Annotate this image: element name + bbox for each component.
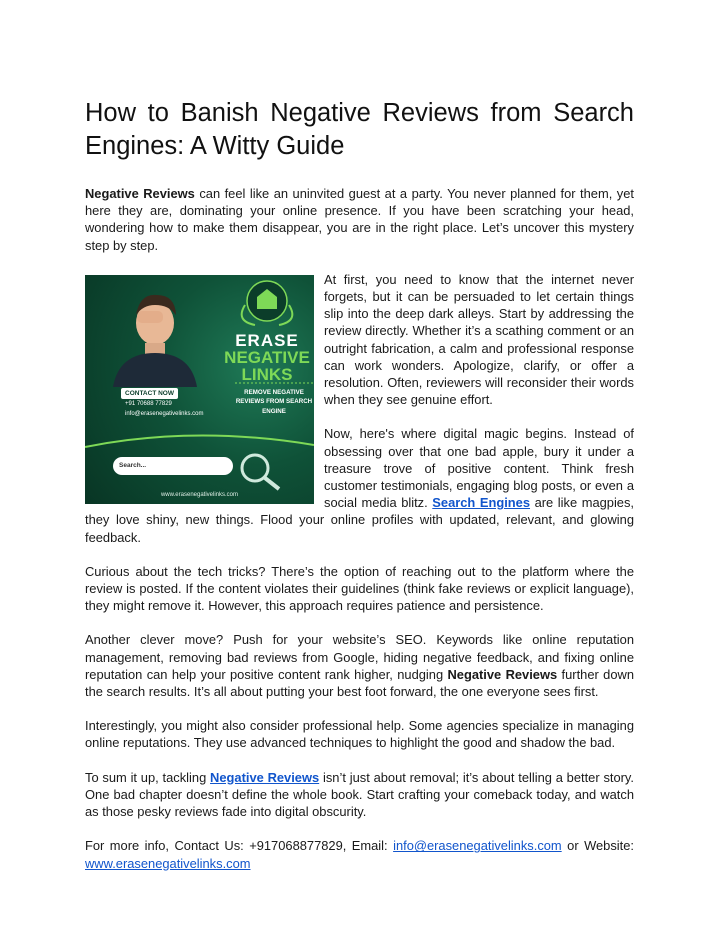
- paragraph-4: [85, 631, 634, 700]
- page-title: How to Banish Negative Reviews from Search Engines: A Witty Guide: [85, 99, 634, 160]
- banner-brand-line1: ERASE: [235, 330, 299, 350]
- banner-service: REMOVE NEGATIVE REVIEWS FROM SEARCH ENGINE: [235, 388, 313, 415]
- banner-search-box: Search...: [113, 457, 233, 475]
- p6-text-before: To sum it up, tackling: [85, 769, 211, 785]
- paragraph-3: Curious about the tech tricks? There’s the option of reaching out to the platform where the review is posted. If the content violates their guidelines (think fake reviews or explicit language), they might remove it. However, this approach requires patience and persistence.: [85, 563, 634, 614]
- intro-paragraph: [85, 185, 634, 254]
- contact-text-middle: or Website:: [561, 838, 634, 854]
- email-link[interactable]: info@erasenegativelinks.com: [393, 838, 562, 854]
- banner-brand-line2: NEGATIVE LINKS: [224, 347, 310, 384]
- p4-text-before: Another clever move? Push for your website’s SEO. Keywords like online reputation management, removing bad reviews from Google, hiding negative feedback, and fixing online reputation can help your positive content rank higher, nudging: [85, 632, 634, 682]
- banner-phone: +91 70688 77829: [125, 400, 172, 407]
- paragraph-1: At first, you need to know that the internet never forgets, but it can be persuaded to let certain things slip into the deep dark alleys. Start by addressing the review directly. Whether it’s a scathing comment or an outright fabrication, a calm and professional response can work wonders. Apologize, clarify, or offer a resolution. Often, reviewers will reconsider their words when they see genuine effort.: [324, 271, 634, 408]
- intro-lead-bold: Negative Reviews: [85, 186, 195, 201]
- banner-contact-label: CONTACT NOW: [121, 388, 178, 399]
- banner-email: info@erasenegativelinks.com: [125, 410, 204, 417]
- negative-reviews-link[interactable]: Negative Reviews: [210, 769, 320, 785]
- p6-text-after: isn’t just about removal; it’s about telling a better story. One bad chapter doesn’t define the whole book. Start crafting your comeback today, and watch as those pesky reviews fade into digital obscurity.: [85, 769, 635, 820]
- intro-text: can feel like an uninvited guest at a party. You never planned for them, yet here they are, dominating your online presence. If you have been scratching your head, wondering how to make them disappear, you are in the right place. Let’s uncover this mystery step by step.: [85, 186, 634, 253]
- contact-paragraph: [85, 837, 634, 871]
- paragraph-5: Interestingly, you might also consider professional help. Some agencies specialize in managing online reputations. They use advanced techniques to highlight the good and shadow the bad.: [85, 718, 634, 751]
- website-link[interactable]: www.erasenegativelinks.com: [85, 855, 251, 871]
- p2-text-before: Now, here's where digital magic begins. Instead of obsessing over that one bad apple, bury it under a treasure trove of positive content. Think fresh customer testimonials, engaging blog posts, or even a social media blitz.: [324, 426, 634, 511]
- p4-text-after: further down the search results. It’s all about putting your best foot forward, the one everyone sees first.: [85, 666, 634, 700]
- banner-website: www.erasenegativelinks.com: [160, 491, 239, 498]
- paragraph-6: [85, 769, 634, 821]
- contact-text-before: For more info, Contact Us: +917068877829, Email:: [85, 838, 394, 854]
- promo-banner-image: [85, 275, 314, 504]
- p2-text-after: are like magpies, they love shiny, new things. Flood your online profiles with updated, relevant, and glowing feedback.: [85, 495, 635, 545]
- search-engines-link[interactable]: Search Engines: [432, 495, 531, 511]
- p4-bold: Negative Reviews: [447, 666, 558, 682]
- article: [85, 97, 634, 889]
